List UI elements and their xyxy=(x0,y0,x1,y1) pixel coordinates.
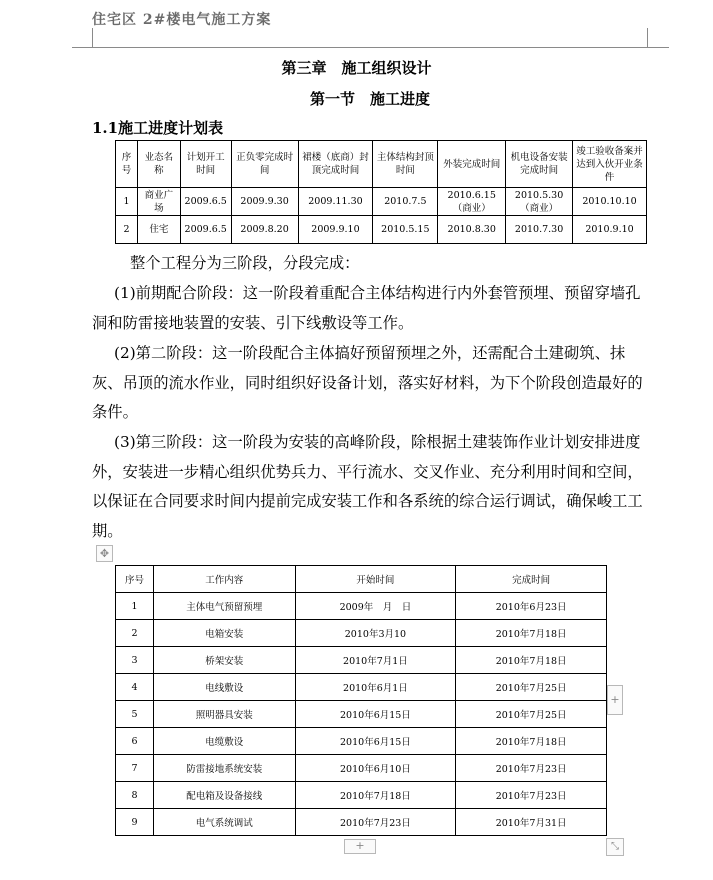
header-rule-right xyxy=(647,47,669,48)
table-cell: 2009.9.30 xyxy=(231,188,298,216)
table-row xyxy=(116,755,607,782)
table-cell: 2010.5.15 xyxy=(373,216,438,244)
header-rule-left xyxy=(72,47,92,48)
table-cell: 2010年6月23日 xyxy=(456,593,607,620)
table-cell: 3 xyxy=(116,647,154,674)
table-row xyxy=(116,593,607,620)
table-cell: 2009.9.10 xyxy=(298,216,373,244)
table-cell: 2010年7月23日 xyxy=(456,755,607,782)
table-cell: 2010年6月15日 xyxy=(295,701,456,728)
table-cell: 2010年7月18日 xyxy=(456,647,607,674)
table-cell: 防雷接地系统安装 xyxy=(153,755,295,782)
table-row xyxy=(116,809,607,836)
paragraph-stage-2: (2)第二阶段：这一阶段配合主体搞好预留预埋之外，还需配合土建砌筑、抹灰、吊顶的流水作业，同时组织好设备计划，落实好材料，为下个阶段创造最好的条件。 xyxy=(92,344,643,421)
table-cell: 2010年7月18日 xyxy=(456,728,607,755)
work-schedule-table xyxy=(115,565,607,836)
table-row xyxy=(116,782,607,809)
table-cell: 5 xyxy=(116,701,154,728)
table-cell: 2010年7月31日 xyxy=(456,809,607,836)
table-cell: 电缆敷设 xyxy=(153,728,295,755)
table-cell: 1 xyxy=(116,593,154,620)
table-row xyxy=(116,674,607,701)
table-cell: 2010年6月1日 xyxy=(295,674,456,701)
table-cell: 2010.6.15（商业） xyxy=(438,188,506,216)
table-cell: 配电箱及设备接线 xyxy=(153,782,295,809)
table-cell: 2010年7月1日 xyxy=(295,647,456,674)
header-cell: 工作内容 xyxy=(153,566,295,593)
header-tick-left xyxy=(92,28,93,47)
table-cell: 电线敷设 xyxy=(153,674,295,701)
header-cell: 机电设备安装完成时间 xyxy=(506,141,573,188)
table-cell: 2010.7.5 xyxy=(373,188,438,216)
table-cell: 2010年7月23日 xyxy=(456,782,607,809)
table-cell: 2010年7月18日 xyxy=(295,782,456,809)
header-cell: 主体结构封顶时间 xyxy=(373,141,438,188)
table-header-row xyxy=(116,566,607,593)
header-cell: 裙楼（底商）封顶完成时间 xyxy=(298,141,373,188)
table-row xyxy=(116,620,607,647)
table-row xyxy=(116,647,607,674)
schedule-plan-table xyxy=(115,140,647,244)
header-cell: 正负零完成时间 xyxy=(231,141,298,188)
table-cell: 2010年7月18日 xyxy=(456,620,607,647)
table-cell: 2010年7月25日 xyxy=(456,674,607,701)
table-move-handle-icon[interactable]: ✥ xyxy=(96,545,113,562)
paragraph-stage-3: (3)第三阶段：这一阶段为安装的高峰阶段，除根据土建装饰作业计划安排进度外，安装进一步精心组织优势兵力、平行流水、交叉作业、充分利用时间和空间，以保证在合同要求时间内提前完成安装工作和各系统的综合运行调试，确保峻工工期。 xyxy=(92,433,643,540)
header-rule-main xyxy=(92,47,648,48)
subsection-title: 1.1施工进度计划表 xyxy=(92,119,224,137)
table-cell: 7 xyxy=(116,755,154,782)
table-row xyxy=(116,188,647,216)
table-row xyxy=(116,216,647,244)
header-tick-right xyxy=(647,28,648,47)
table-row xyxy=(116,728,607,755)
chapter-title: 第三章 施工组织设计 xyxy=(281,59,432,77)
table-cell: 2010年3月10 xyxy=(295,620,456,647)
header-cell: 开始时间 xyxy=(295,566,456,593)
table-cell: 4 xyxy=(116,674,154,701)
table-resize-handle-icon[interactable]: ⤡ xyxy=(606,838,624,856)
header-cell: 竣工验收备案并达到入伙开业条件 xyxy=(573,141,647,188)
header-cell: 序号 xyxy=(116,566,154,593)
header-cell: 外装完成时间 xyxy=(438,141,506,188)
header-cell: 序号 xyxy=(116,141,138,188)
table-cell: 2009.6.5 xyxy=(180,216,231,244)
table-cell: 电箱安装 xyxy=(153,620,295,647)
table-cell: 住宅 xyxy=(137,216,180,244)
table-header-row xyxy=(116,141,647,188)
table-cell: 8 xyxy=(116,782,154,809)
table-cell: 2010年6月10日 xyxy=(295,755,456,782)
table-cell: 2010.9.10 xyxy=(573,216,647,244)
header-cell: 业态名称 xyxy=(137,141,180,188)
table-cell: 桥架安装 xyxy=(153,647,295,674)
table-cell: 2010.7.30 xyxy=(506,216,573,244)
table-cell: 2010年7月25日 xyxy=(456,701,607,728)
table-cell: 2009.11.30 xyxy=(298,188,373,216)
table-cell: 主体电气预留预埋 xyxy=(153,593,295,620)
document-header: 住宅区 2#楼电气施工方案 xyxy=(92,12,272,28)
table-cell: 2010年6月15日 xyxy=(295,728,456,755)
table-cell: 商业广场 xyxy=(137,188,180,216)
table-cell: 9 xyxy=(116,809,154,836)
add-column-button[interactable]: + xyxy=(607,685,623,715)
header-cell: 计划开工时间 xyxy=(180,141,231,188)
table-cell: 2009.6.5 xyxy=(180,188,231,216)
table-row xyxy=(116,701,607,728)
table-cell: 2010.5.30（商业） xyxy=(506,188,573,216)
add-row-button[interactable]: + xyxy=(344,839,376,854)
table-cell: 2009年 月 日 xyxy=(295,593,456,620)
table-cell: 2010年7月23日 xyxy=(295,809,456,836)
table-cell: 照明器具安装 xyxy=(153,701,295,728)
table-cell: 2 xyxy=(116,216,138,244)
table-cell: 2010.8.30 xyxy=(438,216,506,244)
table-cell: 2 xyxy=(116,620,154,647)
table-cell: 2010.10.10 xyxy=(573,188,647,216)
header-cell: 完成时间 xyxy=(456,566,607,593)
paragraph-intro: 整个工程分为三阶段，分段完成： xyxy=(130,254,360,272)
section-title: 第一节 施工进度 xyxy=(309,90,430,108)
paragraph-stage-1: (1)前期配合阶段：这一阶段着重配合主体结构进行内外套管预埋、预留穿墙孔洞和防雷接地装置的安装、引下线敷设等工作。 xyxy=(92,284,641,332)
table-cell: 2009.8.20 xyxy=(231,216,298,244)
table-cell: 电气系统调试 xyxy=(153,809,295,836)
table-cell: 6 xyxy=(116,728,154,755)
table-cell: 1 xyxy=(116,188,138,216)
